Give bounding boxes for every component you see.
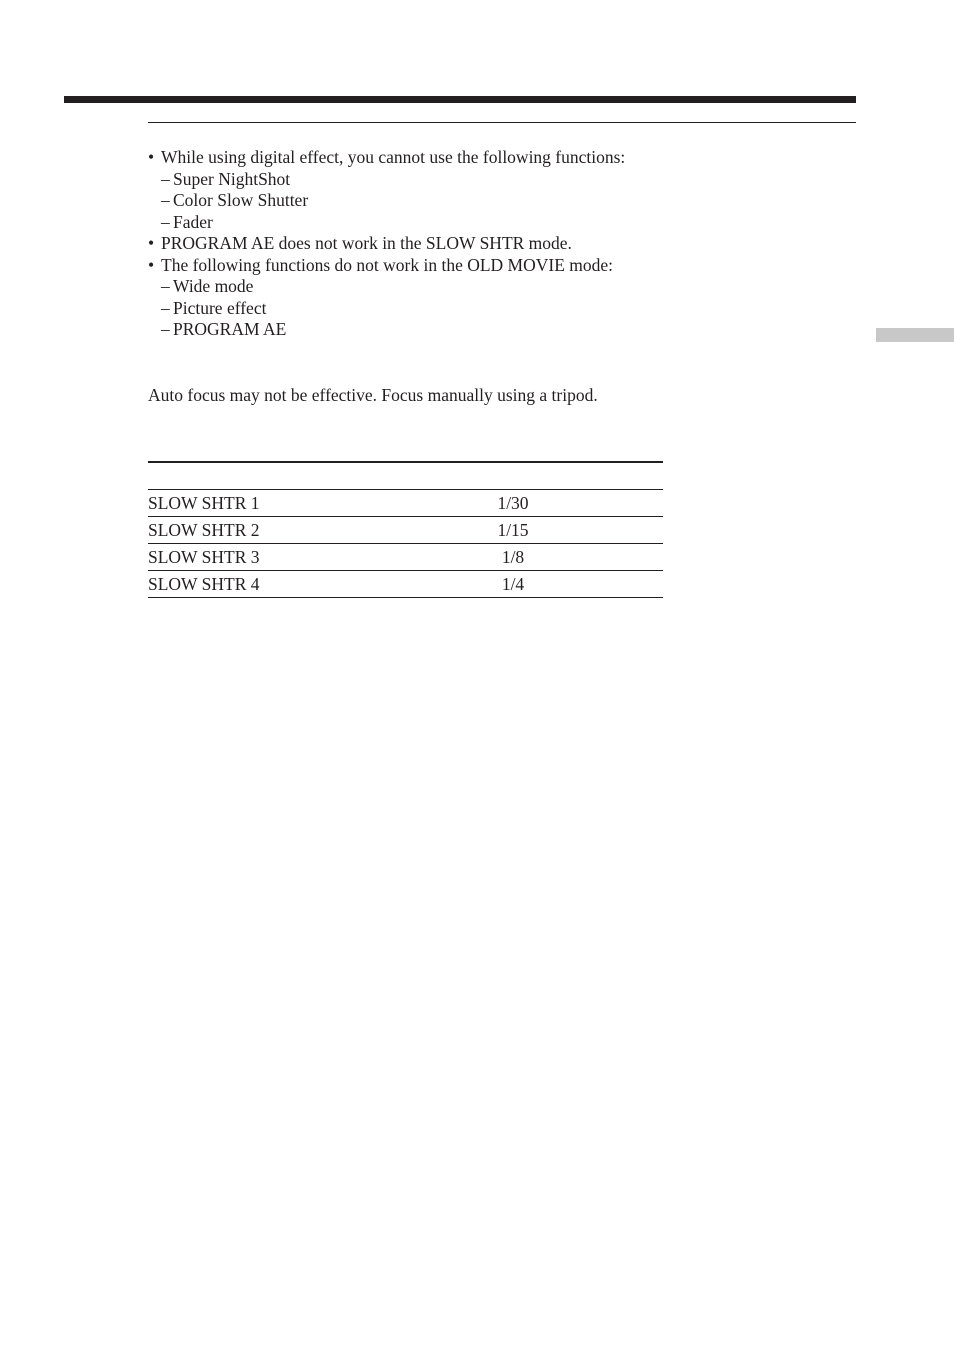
sub-item xyxy=(161,169,625,191)
table-row xyxy=(148,544,663,571)
bullet-icon: • xyxy=(148,233,155,253)
header-cell-speed xyxy=(478,462,548,490)
sub-item-text: PROGRAM AE xyxy=(173,319,287,339)
speed-cell: 1/30 xyxy=(478,490,548,517)
shutter-speed-table xyxy=(148,461,663,598)
bullet-icon: • xyxy=(148,147,155,167)
speed-cell: 1/4 xyxy=(478,571,548,598)
table-row xyxy=(148,490,663,517)
dash-icon: – xyxy=(161,319,170,339)
dash-icon: – xyxy=(161,190,170,210)
dash-icon: – xyxy=(161,168,170,189)
sub-item xyxy=(161,276,625,298)
dash-icon: – xyxy=(161,297,170,318)
sub-item-text: Picture effect xyxy=(173,297,267,318)
mode-cell: SLOW SHTR 2 xyxy=(148,517,478,544)
sub-item xyxy=(161,319,625,341)
sub-item-text: Fader xyxy=(173,211,213,232)
sub-list xyxy=(148,169,625,234)
speed-cell: 1/8 xyxy=(478,544,548,571)
sub-item-text: Color Slow Shutter xyxy=(173,190,309,210)
bullet-icon: • xyxy=(148,254,155,275)
dash-icon: – xyxy=(161,211,170,232)
note-item xyxy=(148,147,625,233)
table-body xyxy=(148,490,663,598)
spacer-cell xyxy=(548,517,663,544)
spacer-cell xyxy=(548,571,663,598)
section-rule xyxy=(148,122,856,123)
speed-cell: 1/15 xyxy=(478,517,548,544)
note-text: While using digital effect, you cannot use the following functions: xyxy=(161,147,626,167)
table-header xyxy=(148,462,663,490)
note-text: PROGRAM AE does not work in the SLOW SHTR mode. xyxy=(161,233,572,253)
dash-icon: – xyxy=(161,276,170,296)
spacer-cell xyxy=(548,490,663,517)
header-rule xyxy=(64,96,856,103)
sub-item-text: Super NightShot xyxy=(173,168,291,189)
table-row xyxy=(148,571,663,598)
header-cell-mode xyxy=(148,462,478,490)
sub-item xyxy=(161,298,625,320)
note-item xyxy=(148,255,625,341)
mode-cell: SLOW SHTR 4 xyxy=(148,571,478,598)
notes-list xyxy=(148,147,625,341)
sub-item xyxy=(161,212,625,234)
header-cell-spacer xyxy=(548,462,663,490)
autofocus-note: Auto focus may not be effective. Focus manually using a tripod. xyxy=(148,385,598,405)
note-text: The following functions do not work in the OLD MOVIE mode: xyxy=(161,254,614,275)
note-item xyxy=(148,233,625,255)
sub-item xyxy=(161,190,625,212)
table-header-row xyxy=(148,462,663,490)
spacer-cell xyxy=(548,544,663,571)
mode-cell: SLOW SHTR 1 xyxy=(148,490,478,517)
sub-item-text: Wide mode xyxy=(173,276,254,296)
section-index-tab xyxy=(876,328,954,342)
sub-list xyxy=(148,276,625,341)
table-row xyxy=(148,517,663,544)
mode-cell: SLOW SHTR 3 xyxy=(148,544,478,571)
